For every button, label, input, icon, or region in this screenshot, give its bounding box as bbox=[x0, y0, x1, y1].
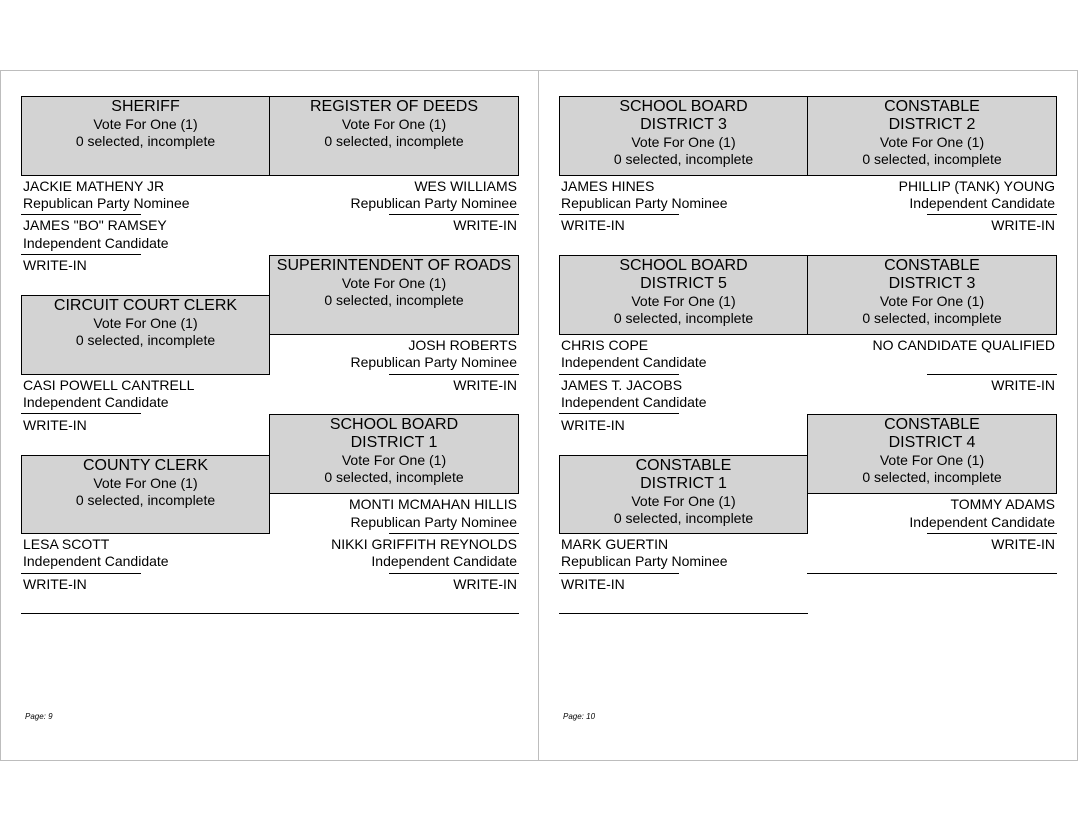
divider bbox=[389, 533, 519, 534]
contest-instructions: Vote For One (1) bbox=[341, 116, 447, 132]
divider bbox=[389, 374, 519, 375]
contest-title: CONSTABLE bbox=[884, 416, 980, 433]
divider bbox=[927, 374, 1057, 375]
divider bbox=[389, 573, 519, 574]
candidate-party: Republican Party Nominee bbox=[350, 354, 517, 370]
candidate-name[interactable]: JAMES T. JACOBS bbox=[561, 377, 683, 393]
contest-title-district: DISTRICT 3 bbox=[888, 275, 976, 292]
contest-status: 0 selected, incomplete bbox=[613, 151, 754, 167]
contest-instructions: Vote For One (1) bbox=[631, 293, 736, 309]
contest-title: SHERIFF bbox=[111, 98, 180, 115]
write-in-option[interactable]: WRITE-IN bbox=[23, 257, 87, 273]
candidate-name[interactable]: CHRIS COPE bbox=[561, 337, 649, 353]
divider bbox=[559, 573, 679, 574]
contest-title-district: DISTRICT 5 bbox=[640, 275, 727, 292]
divider bbox=[21, 413, 141, 414]
candidate-party: Independent Candidate bbox=[909, 514, 1055, 530]
write-in-option[interactable]: WRITE-IN bbox=[453, 377, 517, 393]
contest-header-superintendent-of-roads bbox=[269, 255, 519, 335]
candidate-party: Independent Candidate bbox=[371, 553, 517, 569]
contest-status: 0 selected, incomplete bbox=[862, 151, 1002, 167]
write-in-option[interactable]: WRITE-IN bbox=[23, 576, 87, 592]
candidate-party: Republican Party Nominee bbox=[23, 195, 190, 211]
contest-title: SCHOOL BOARD bbox=[329, 416, 459, 433]
contest-status: 0 selected, incomplete bbox=[613, 310, 754, 326]
contest-title-district: DISTRICT 4 bbox=[888, 434, 976, 451]
contest-header-school-board-district-1 bbox=[269, 414, 519, 494]
contest-title: CONSTABLE bbox=[635, 457, 732, 474]
contest-status: 0 selected, incomplete bbox=[324, 133, 464, 149]
contest-status: 0 selected, incomplete bbox=[862, 310, 1002, 326]
candidate-party: Independent Candidate bbox=[23, 553, 169, 569]
contest-header-circuit-court-clerk bbox=[21, 295, 270, 375]
write-in-option[interactable]: WRITE-IN bbox=[453, 217, 517, 233]
write-in-option[interactable]: WRITE-IN bbox=[453, 576, 517, 592]
page-number: Page: 9 bbox=[25, 712, 53, 721]
candidate-name[interactable]: NIKKI GRIFFITH REYNOLDS bbox=[331, 536, 517, 552]
ballot-page-9 bbox=[0, 70, 540, 761]
candidate-name[interactable]: MARK GUERTIN bbox=[561, 536, 669, 552]
contest-header-school-board-district-5 bbox=[559, 255, 808, 335]
contest-header-sheriff bbox=[21, 96, 270, 176]
candidate-name[interactable]: PHILLIP (TANK) YOUNG bbox=[898, 178, 1055, 194]
contest-instructions: Vote For One (1) bbox=[879, 293, 985, 309]
candidate-name[interactable]: TOMMY ADAMS bbox=[950, 496, 1055, 512]
contest-instructions: Vote For One (1) bbox=[93, 116, 198, 132]
contest-header-constable-district-4 bbox=[807, 414, 1057, 494]
contest-header-constable-district-2 bbox=[807, 96, 1057, 176]
contest-instructions: Vote For One (1) bbox=[879, 452, 985, 468]
candidate-party: Independent Candidate bbox=[23, 235, 169, 251]
contest-title: CONSTABLE bbox=[884, 98, 980, 115]
candidate-name[interactable]: JAMES "BO" RAMSEY bbox=[23, 217, 167, 233]
candidate-party: Independent Candidate bbox=[23, 394, 169, 410]
contest-status: 0 selected, incomplete bbox=[75, 332, 216, 348]
contest-title: REGISTER OF DEEDS bbox=[309, 98, 479, 115]
contest-header-constable-district-3 bbox=[807, 255, 1057, 335]
candidate-party: Republican Party Nominee bbox=[350, 195, 517, 211]
page-number: Page: 10 bbox=[563, 712, 596, 721]
contest-header-county-clerk bbox=[21, 455, 270, 534]
candidate-party: Independent Candidate bbox=[561, 394, 707, 410]
contest-title: CIRCUIT COURT CLERK bbox=[53, 297, 238, 314]
contest-header-register-of-deeds bbox=[269, 96, 519, 176]
contest-title-district: DISTRICT 1 bbox=[350, 434, 438, 451]
write-in-option[interactable]: WRITE-IN bbox=[561, 417, 625, 433]
contest-status: 0 selected, incomplete bbox=[324, 292, 464, 308]
candidate-name[interactable]: LESA SCOTT bbox=[23, 536, 110, 552]
contest-title: SCHOOL BOARD bbox=[619, 98, 748, 115]
contest-title-district: DISTRICT 2 bbox=[888, 116, 976, 133]
write-in-option[interactable]: WRITE-IN bbox=[561, 576, 625, 592]
candidate-party: Independent Candidate bbox=[909, 195, 1055, 211]
candidate-name[interactable]: JACKIE MATHENY JR bbox=[23, 178, 165, 194]
contest-status: 0 selected, incomplete bbox=[862, 469, 1002, 485]
contest-instructions: Vote For One (1) bbox=[93, 475, 198, 491]
candidate-name[interactable]: CASI POWELL CANTRELL bbox=[23, 377, 195, 393]
candidate-name[interactable]: JAMES HINES bbox=[561, 178, 655, 194]
candidate-party: Republican Party Nominee bbox=[561, 195, 728, 211]
candidate-name[interactable]: MONTI MCMAHAN HILLIS bbox=[348, 496, 517, 512]
contest-instructions: Vote For One (1) bbox=[631, 134, 736, 150]
contest-title-district: DISTRICT 1 bbox=[640, 475, 727, 492]
divider bbox=[21, 214, 141, 215]
divider bbox=[389, 214, 519, 215]
contest-instructions: Vote For One (1) bbox=[879, 134, 985, 150]
contest-title: SCHOOL BOARD bbox=[619, 257, 748, 274]
candidate-name[interactable]: WES WILLIAMS bbox=[414, 178, 517, 194]
divider bbox=[21, 573, 141, 574]
ballot-page-10 bbox=[538, 70, 1078, 761]
contest-instructions: Vote For One (1) bbox=[341, 275, 447, 291]
contest-status: 0 selected, incomplete bbox=[324, 469, 464, 485]
write-in-option[interactable]: WRITE-IN bbox=[991, 536, 1055, 552]
contest-instructions: Vote For One (1) bbox=[341, 452, 447, 468]
candidate-party: Independent Candidate bbox=[561, 354, 707, 370]
candidate-name[interactable]: JOSH ROBERTS bbox=[408, 337, 517, 353]
contest-status: 0 selected, incomplete bbox=[75, 133, 216, 149]
divider bbox=[927, 533, 1057, 534]
contest-instructions: Vote For One (1) bbox=[93, 315, 198, 331]
divider bbox=[559, 214, 679, 215]
divider bbox=[21, 254, 141, 255]
candidate-party: Republican Party Nominee bbox=[350, 514, 517, 530]
write-in-option[interactable]: WRITE-IN bbox=[991, 377, 1055, 393]
contest-title-district: DISTRICT 3 bbox=[640, 116, 727, 133]
write-in-option[interactable]: WRITE-IN bbox=[23, 417, 87, 433]
divider bbox=[559, 374, 679, 375]
divider bbox=[927, 214, 1057, 215]
contest-title: CONSTABLE bbox=[884, 257, 980, 274]
write-in-option[interactable]: WRITE-IN bbox=[991, 217, 1055, 233]
contest-title: SUPERINTENDENT OF ROADS bbox=[276, 257, 512, 274]
no-candidate-qualified: NO CANDIDATE QUALIFIED bbox=[872, 337, 1055, 353]
write-in-option[interactable]: WRITE-IN bbox=[561, 217, 625, 233]
section-end-rule bbox=[807, 573, 1057, 574]
divider bbox=[559, 413, 679, 414]
contest-header-constable-district-1 bbox=[559, 455, 808, 534]
contest-header-school-board-district-3 bbox=[559, 96, 808, 176]
section-end-rule bbox=[21, 613, 519, 614]
contest-instructions: Vote For One (1) bbox=[631, 493, 736, 509]
section-end-rule bbox=[559, 613, 808, 614]
contest-status: 0 selected, incomplete bbox=[613, 510, 754, 526]
contest-status: 0 selected, incomplete bbox=[75, 492, 216, 508]
candidate-party: Republican Party Nominee bbox=[561, 553, 728, 569]
contest-title: COUNTY CLERK bbox=[82, 457, 209, 474]
